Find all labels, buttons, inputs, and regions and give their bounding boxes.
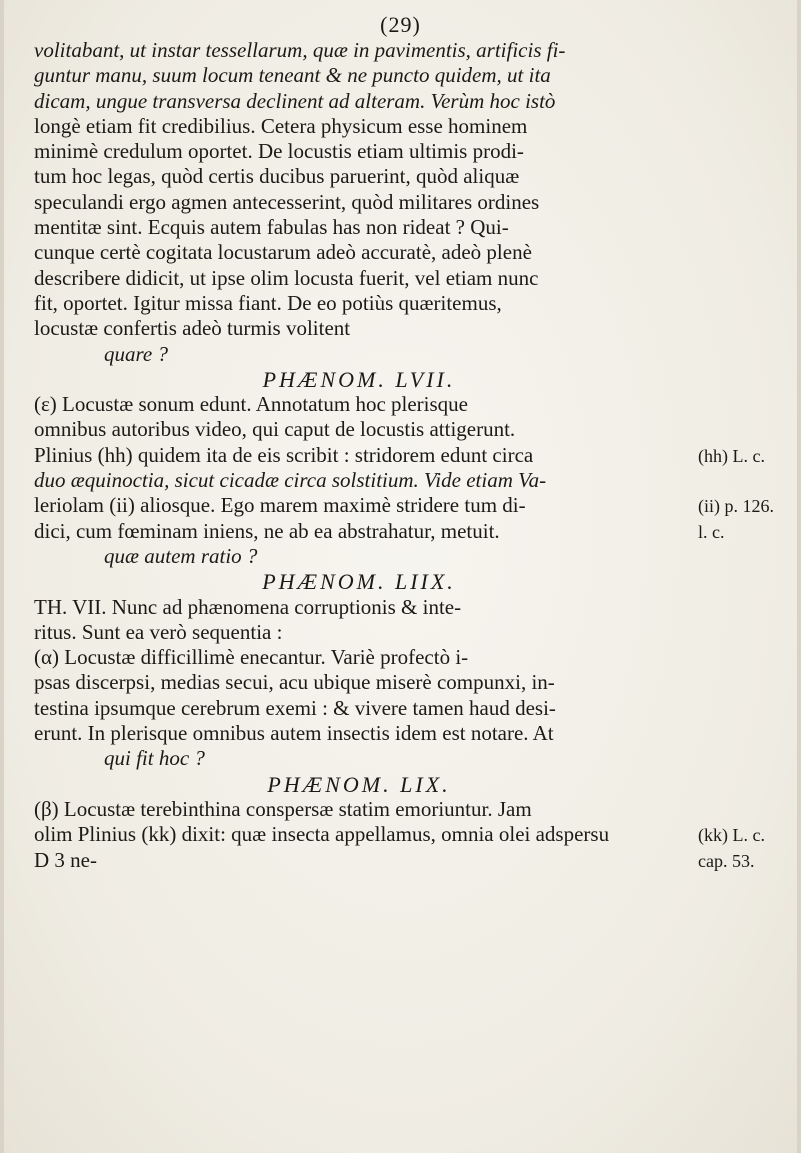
- margin-note: (ii) p. 126.: [698, 496, 774, 517]
- text-line: dicam, ungue transversa declinent ad alteram. Verùm hoc istò: [34, 88, 556, 113]
- text-line: PHÆNOM. LIIX.: [262, 569, 456, 595]
- margin-note: l. c.: [698, 521, 725, 542]
- text-line: testina ipsumque cerebrum exemi : & vivere tamen haud desi-: [34, 695, 556, 720]
- text-line: cunque certè cogitata locustarum adeò accuratè, adeò plenè: [34, 240, 532, 265]
- text-line: olim Plinius (kk) dixit: quæ insecta appellamus, omnia olei adspersu: [34, 822, 610, 847]
- text-line: quare ?: [104, 341, 168, 366]
- text-line: speculandi ergo agmen antecesserint, quòd militares ordines: [34, 189, 540, 214]
- text-line: guntur manu, suum locum teneant & ne puncto quidem, ut ita: [34, 63, 551, 88]
- text-line: (α) Locustæ difficillimè enecantur. Variè profectò i-: [34, 645, 469, 670]
- margin-note: cap. 53.: [698, 850, 755, 871]
- text-line: omnibus autoribus video, qui caput de locustis attigerunt.: [34, 417, 516, 442]
- text-line: describere didicit, ut ipse olim locusta fuerit, vel etiam nunc: [34, 265, 539, 290]
- text-line: fit, oportet. Igitur missa fiant. De eo potiùs quæritemus,: [34, 290, 502, 315]
- text-line: volitabant, ut instar tessellarum, quæ in pavimentis, artificis fi-: [34, 38, 566, 62]
- text-line: (ε) Locustæ sonum edunt. Annotatum hoc plerisque: [34, 392, 469, 417]
- text-line: (β) Locustæ terebinthina conspersæ statim emoriuntur. Jam: [34, 796, 532, 821]
- text-line: Plinius (hh) quidem ita de eis scribit : stridorem edunt circa: [34, 442, 534, 467]
- text-line: qui fit hoc ?: [104, 746, 205, 771]
- text-line: dici, cum fœminam iniens, ne ab ea abstrahatur, metuit.: [34, 518, 500, 543]
- text-line: leriolam (ii) aliosque. Ego marem maximè stridere tum di-: [34, 493, 526, 518]
- text-line: psas discerpsi, medias secui, acu ubique miserè compunxi, in-: [34, 670, 555, 695]
- margin-note: (kk) L. c.: [698, 825, 765, 846]
- text-line: tum hoc legas, quòd certis ducibus paruerint, quòd aliquæ: [34, 164, 520, 189]
- text-line: erunt. In plerisque omnibus autem insectis idem est notare. At: [34, 721, 554, 746]
- text-line: TH. VII. Nunc ad phænomena corruptionis & inte-: [34, 594, 462, 619]
- margin-note: (hh) L. c.: [698, 445, 765, 466]
- text-line: duo æquinoctia, sicut cicadæ circa solstitium. Vide etiam Va-: [34, 468, 547, 493]
- text-line: mentitæ sint. Ecquis autem fabulas has non rideat ? Qui-: [34, 215, 509, 240]
- left-page-edge: [0, 0, 4, 1153]
- text-line: ritus. Sunt ea verò sequentia :: [34, 619, 283, 644]
- text-line: longè etiam fit credibilius. Cetera physicum esse hominem: [34, 113, 528, 138]
- text-block: [34, 38, 684, 873]
- text-line: locustæ confertis adeò turmis volitent: [34, 316, 351, 341]
- text-line: minimè credulum oportet. De locustis etiam ultimis prodi-: [34, 139, 524, 164]
- text-line: D 3 ne-: [34, 847, 97, 872]
- right-page-edge: [797, 0, 801, 1153]
- page-header: (29): [380, 12, 421, 37]
- text-line: quæ autem ratio ?: [104, 543, 258, 568]
- text-line: PHÆNOM. LIX.: [267, 771, 451, 797]
- text-line: PHÆNOM. LVII.: [262, 366, 456, 392]
